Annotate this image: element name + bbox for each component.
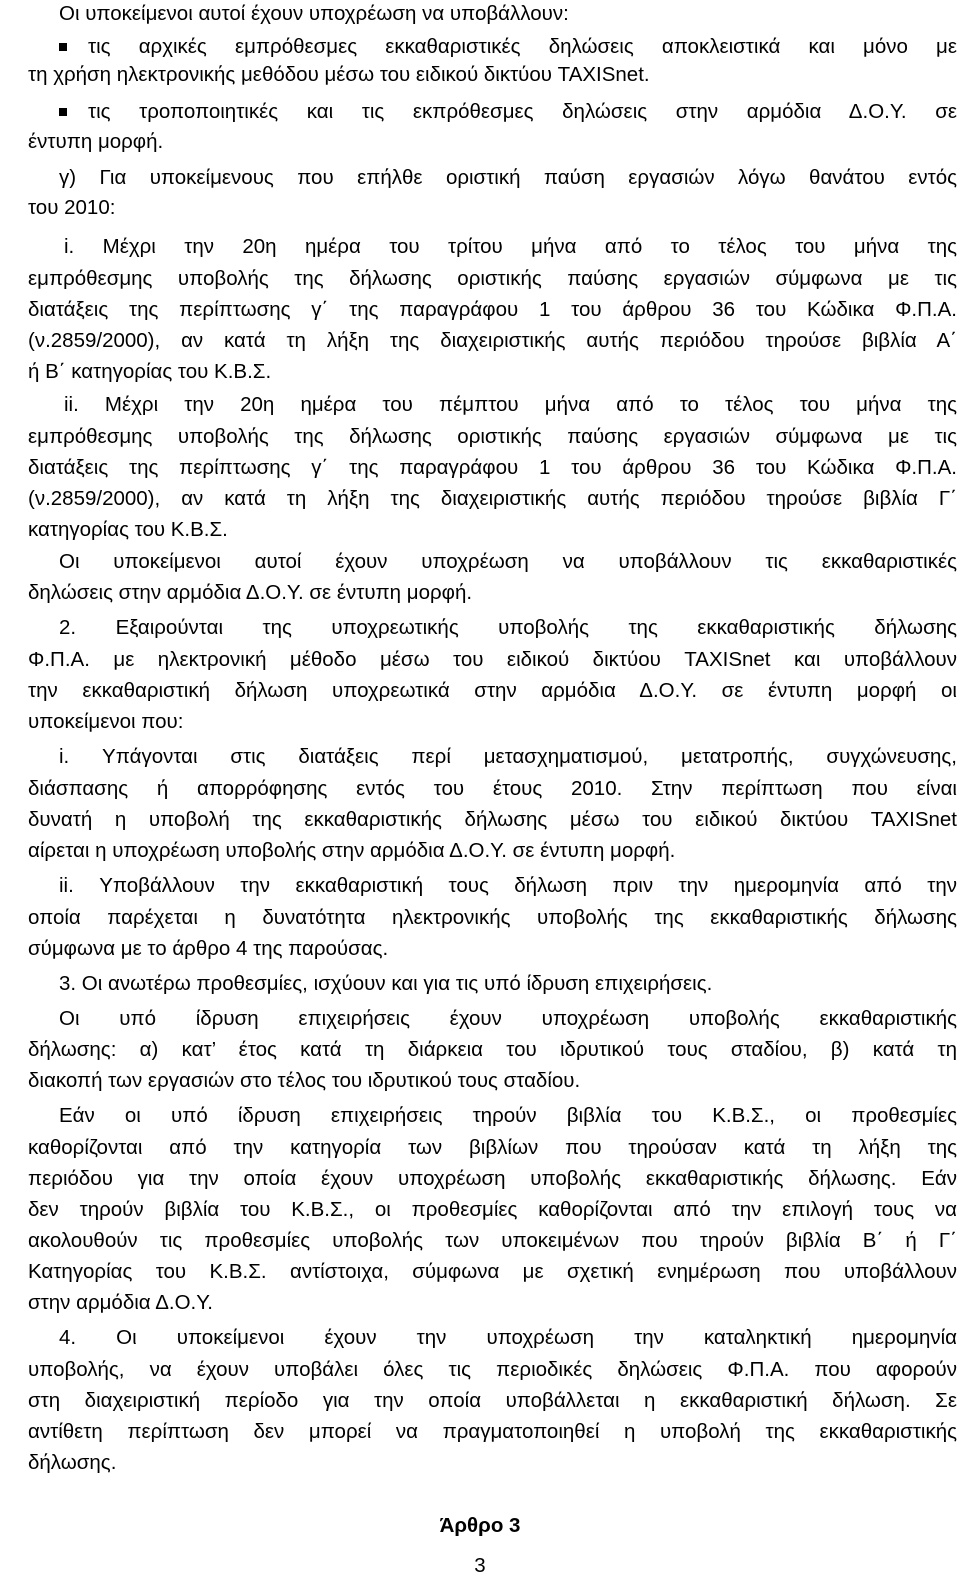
paragraph-line: την εκκαθαριστική δήλωση υποχρεωτικά στην αρμόδια Δ.Ο.Υ. σε έντυπη μορφή οι xyxy=(28,679,957,702)
paragraph-line: γ) Για υποκείμενους που επήλθε οριστική παύση εργασιών λόγω θανάτου εντός xyxy=(59,166,957,189)
paragraph-line: σύμφωνα με το άρθρο 4 της παρούσας. xyxy=(28,937,389,960)
bullet-line: τις τροποποιητικές και τις εκπρόθεσμες δηλώσεις στην αρμόδια Δ.Ο.Υ. σε xyxy=(88,100,957,123)
paragraph-line: 3. Οι ανωτέρω προθεσμίες, ισχύουν και για τις υπό ίδρυση επιχειρήσεις. xyxy=(59,972,713,995)
paragraph-line: 4. Οι υποκείμενοι έχουν την υποχρέωση την καταληκτική ημερομηνία xyxy=(59,1326,957,1349)
paragraph-line: στη διαχειριστική περίοδο για την οποία υποβάλλεται η εκκαθαριστική δήλωση. Σε xyxy=(28,1389,957,1412)
paragraph-line: Οι υποκείμενοι αυτοί έχουν υποχρέωση να υποβάλλουν τις εκκαθαριστικές xyxy=(59,550,957,573)
paragraph-line: οποία παρέχεται η δυνατότητα ηλεκτρονικής υποβολής της εκκαθαριστικής δήλωσης xyxy=(28,906,957,929)
paragraph-line: διάσπασης ή απορρόφησης εντός του έτους 2010. Στην περίπτωση που είναι xyxy=(28,777,957,800)
page-number: 3 xyxy=(474,1554,486,1577)
paragraph-line: δεν τηρούν βιβλία του Κ.Β.Σ., οι προθεσμίες καθορίζονται από την επιλογή τους να xyxy=(28,1198,957,1221)
paragraph-line: αίρεται η υποχρέωση υποβολής στην αρμόδια Δ.Ο.Υ. σε έντυπη μορφή. xyxy=(28,839,676,862)
paragraph-line: (ν.2859/2000), αν κατά τη λήξη της διαχειριστικής αυτής περιόδου τηρούσε βιβλία Γ΄ xyxy=(28,487,957,510)
paragraph-line: Φ.Π.Α. με ηλεκτρονική μέθοδο μέσω του ειδικού δικτύου TAXISnet και υποβάλλουν xyxy=(28,648,957,671)
paragraph-line: ακολουθούν τις προθεσμίες υποβολής των υποκειμένων που τηρούν βιβλία Β΄ ή Γ΄ xyxy=(28,1229,957,1252)
article-heading: Άρθρο 3 xyxy=(439,1514,521,1537)
paragraph-line: αντίθετη περίπτωση δεν μπορεί να πραγματοποιηθεί η υποβολή της εκκαθαριστικής xyxy=(28,1420,957,1443)
bullet-line: έντυπη μορφή. xyxy=(28,130,164,153)
bullet-line: τις αρχικές εμπρόθεσμες εκκαθαριστικές δηλώσεις αποκλειστικά και μόνο με xyxy=(88,35,957,58)
square-bullet-icon xyxy=(59,108,67,116)
paragraph-line: i. Μέχρι την 20η ημέρα του τρίτου μήνα από το τέλος του μήνα της xyxy=(64,235,957,258)
paragraph-line: καθορίζονται από την κατηγορία των βιβλίων που τηρούσαν κατά τη λήξη της xyxy=(28,1136,957,1159)
paragraph-line: διατάξεις της περίπτωσης γ΄ της παραγράφου 1 του άρθρου 36 του Κώδικα Φ.Π.Α. xyxy=(28,298,957,321)
paragraph-line: υποβολής, να έχουν υποβάλει όλες τις περιοδικές δηλώσεις Φ.Π.Α. που αφορούν xyxy=(28,1358,957,1381)
paragraph-line: εμπρόθεσμης υποβολής της δήλωσης οριστικής παύσης εργασιών σύμφωνα με τις xyxy=(28,425,957,448)
paragraph-line: Οι υπό ίδρυση επιχειρήσεις έχουν υποχρέωση υποβολής εκκαθαριστικής xyxy=(59,1007,957,1030)
paragraph-line: εμπρόθεσμης υποβολής της δήλωσης οριστικής παύσης εργασιών σύμφωνα με τις xyxy=(28,267,957,290)
paragraph-line: διακοπή των εργασιών στο τέλος του ιδρυτικού τους σταδίου. xyxy=(28,1069,581,1092)
paragraph-line: Κατηγορίας του Κ.Β.Σ. αντίστοιχα, σύμφωνα με σχετική ενημέρωση που υποβάλλουν xyxy=(28,1260,957,1283)
paragraph-line: Οι υποκείμενοι αυτοί έχουν υποχρέωση να υποβάλλουν: xyxy=(59,2,569,25)
paragraph-line: i. Υπάγονται στις διατάξεις περί μετασχηματισμού, μετατροπής, συγχώνευσης, xyxy=(59,745,957,768)
paragraph-line: δυνατή η υποβολή της εκκαθαριστικής δήλωσης μέσω του ειδικού δικτύου TAXISnet xyxy=(28,808,957,831)
bullet-line: τη χρήση ηλεκτρονικής μεθόδου μέσω του ειδικού δικτύου TAXISnet. xyxy=(28,63,650,86)
paragraph-line: (ν.2859/2000), αν κατά τη λήξη της διαχειριστικής αυτής περιόδου τηρούσε βιβλία Α΄ xyxy=(28,329,957,352)
paragraph-line: ή Β΄ κατηγορίας του Κ.Β.Σ. xyxy=(28,360,272,383)
paragraph-line: διατάξεις της περίπτωσης γ΄ της παραγράφου 1 του άρθρου 36 του Κώδικα Φ.Π.Α. xyxy=(28,456,957,479)
paragraph-line: 2. Εξαιρούνται της υποχρεωτικής υποβολής της εκκαθαριστικής δήλωσης xyxy=(59,616,957,639)
paragraph-line: δηλώσεις στην αρμόδια Δ.Ο.Υ. σε έντυπη μορφή. xyxy=(28,581,473,604)
paragraph-line: ii. Υποβάλλουν την εκκαθαριστική τους δήλωση πριν την ημερομηνία από την xyxy=(59,874,957,897)
paragraph-line: περιόδου για την οποία έχουν υποχρέωση υποβολής εκκαθαριστικής δήλωσης. Εάν xyxy=(28,1167,957,1190)
paragraph-line: δήλωσης: α) κατ’ έτος κατά τη διάρκεια του ιδρυτικού τους σταδίου, β) κατά τη xyxy=(28,1038,957,1061)
paragraph-line: του 2010: xyxy=(28,196,116,219)
paragraph-line: δήλωσης. xyxy=(28,1451,117,1474)
square-bullet-icon xyxy=(59,43,67,51)
paragraph-line: στην αρμόδια Δ.Ο.Υ. xyxy=(28,1291,213,1314)
paragraph-line: Εάν οι υπό ίδρυση επιχειρήσεις τηρούν βιβλία του Κ.Β.Σ., οι προθεσμίες xyxy=(59,1104,957,1127)
paragraph-line: κατηγορίας του Κ.Β.Σ. xyxy=(28,518,228,541)
paragraph-line: ii. Μέχρι την 20η ημέρα του πέμπτου μήνα από το τέλος του μήνα της xyxy=(64,393,957,416)
paragraph-line: υποκείμενοι που: xyxy=(28,710,184,733)
